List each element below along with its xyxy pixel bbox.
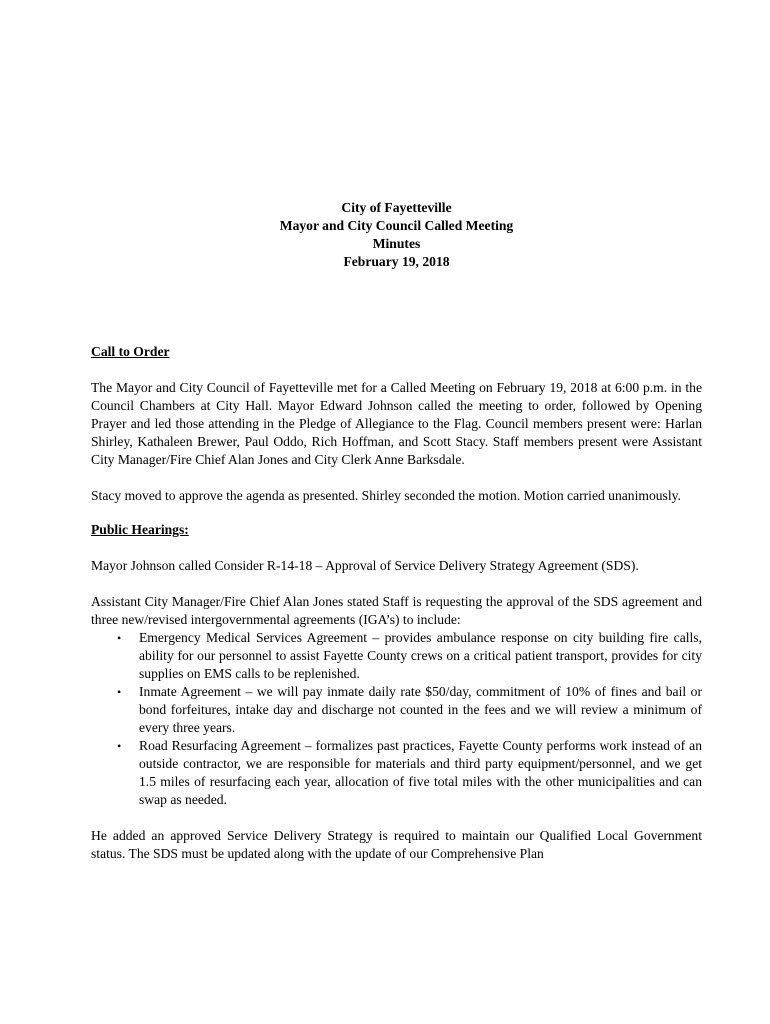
call-to-order-paragraph: The Mayor and City Council of Fayetteville met for a Called Meeting on February 19, 2018 at 6:00 p.m. in the Council Chambers at City Hall. Mayor Edward Johnson called the meeting to order, followed by Opening Prayer and led those attending in the Pledge of Allegiance to the Flag. Council members present were: Harlan Shirley, Kathaleen Brewer, Paul Oddo, Rich Hoffman, and Scott Stacy. Staff members present were Assistant City Manager/Fire Chief Alan Jones and City Clerk Anne Barksdale.: [91, 380, 702, 467]
bullet-icon: •: [117, 631, 122, 645]
hearing-intro-paragraph: Mayor Johnson called Consider R-14-18 – Approval of Service Delivery Strategy Agreement (SDS).: [91, 558, 639, 573]
spacer: [91, 361, 702, 379]
list-item: [117, 683, 702, 737]
ems-agreement-text: Emergency Medical Services Agreement – provides ambulance response on city building fire calls, ability for our personnel to assist Fayette County crews on a critical patient transport, provides for city supplies on EMS calls to be replenished.: [139, 630, 702, 681]
list-item: [117, 629, 702, 683]
agenda-approval-paragraph: Stacy moved to approve the agenda as presented. Shirley seconded the motion. Motion carried unanimously.: [91, 488, 681, 503]
document-page: [91, 199, 702, 863]
spacer: [91, 809, 702, 827]
iga-agreement-list: [91, 629, 702, 809]
bullet-icon: •: [117, 685, 122, 699]
document-type: Minutes: [372, 236, 421, 251]
sds-request-paragraph: Assistant City Manager/Fire Chief Alan Jones stated Staff is requesting the approval of the SDS agreement and three new/revised intergovernmental agreements (IGA’s) to include:: [91, 594, 702, 627]
list-item: [117, 737, 702, 809]
inmate-agreement-text: Inmate Agreement – we will pay inmate daily rate $50/day, commitment of 10% of fines and bail or bond forfeitures, intake day and discharge not counted in the fees and we will review a minimum of every three years.: [139, 684, 702, 735]
spacer: [91, 539, 702, 557]
call-to-order-heading: Call to Order: [91, 344, 170, 359]
spacer: [91, 271, 702, 343]
city-name: City of Fayetteville: [341, 200, 452, 215]
bullet-icon: •: [117, 739, 122, 753]
road-resurfacing-agreement-text: Road Resurfacing Agreement – formalizes past practices, Fayette County performs work instead of an outside contractor, we are responsible for materials and third party equipment/personnel, and we get 1.5 miles of resurfacing each year, allocation of five total miles with the other municipalities and can swap as needed.: [139, 738, 702, 807]
meeting-type: Mayor and City Council Called Meeting: [279, 218, 514, 233]
public-hearings-heading: Public Hearings:: [91, 522, 189, 537]
document-title-block: [91, 199, 702, 271]
spacer: [91, 469, 702, 487]
spacer: [91, 505, 702, 521]
meeting-date: February 19, 2018: [343, 254, 450, 269]
sds-requirement-paragraph: He added an approved Service Delivery Strategy is required to maintain our Qualified Local Government status. The SDS must be updated along with the update of our Comprehensive Plan: [91, 828, 702, 861]
spacer: [91, 575, 702, 593]
